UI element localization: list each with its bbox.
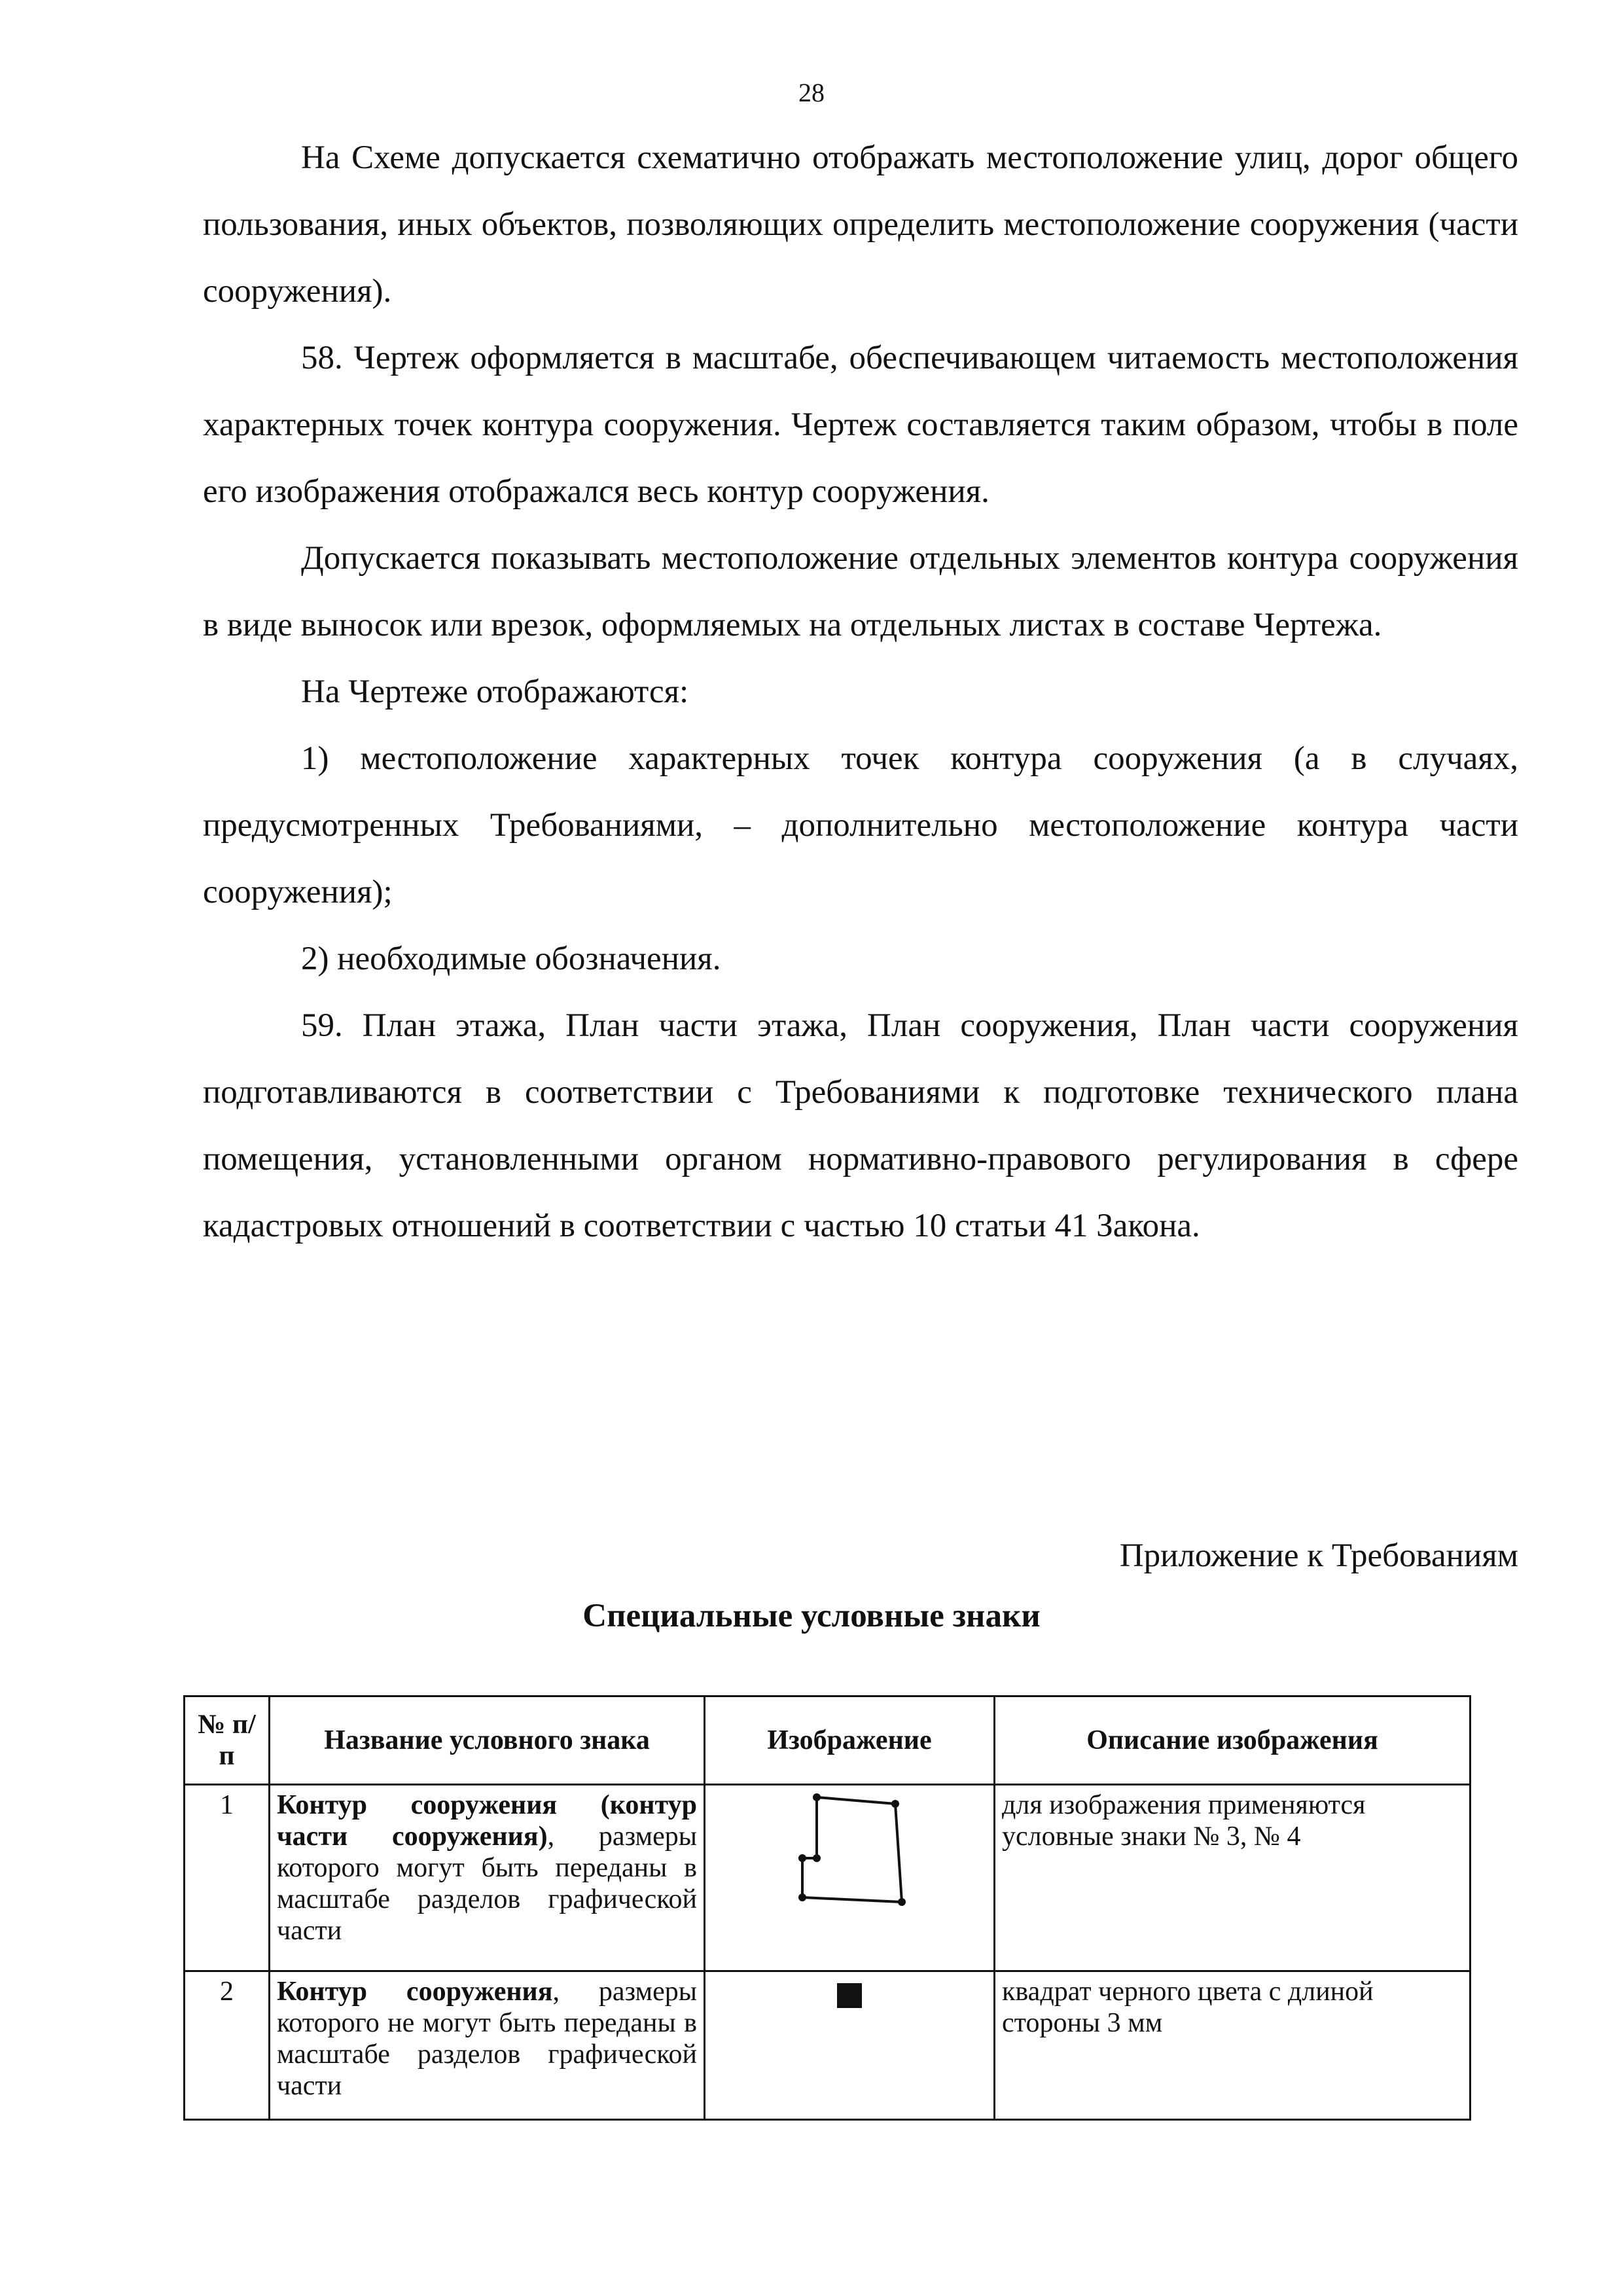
table-row: [185, 1785, 1471, 1971]
paragraph-1: На Схеме допускается схематично отображать местоположение улиц, дорог общего пользования, иных объектов, позволяющих определить местоположение сооружения (части сооружения).: [203, 139, 1518, 310]
black-square-icon: [830, 1976, 869, 2015]
appendix-label: Приложение к Требованиям: [1119, 1537, 1518, 1574]
row-description: для изображения применяются условные знаки № 3, № 4: [995, 1785, 1471, 1971]
header-description: Описание изображения: [995, 1696, 1471, 1785]
paragraph-2: 58. Чертеж оформляется в масштабе, обеспечивающем читаемость местоположения характерных точек контура сооружения. Чертеж составляется таким образом, чтобы в поле его изображения отображался весь контур сооружения.: [203, 340, 1518, 510]
row-image: [705, 1971, 995, 2120]
row-name-bold: Контур сооружения: [277, 1977, 553, 2007]
row-name-rest: , размеры которого не могут быть переданы в масштабе разделов графической части: [277, 1977, 697, 2101]
row-name: [270, 1971, 705, 2120]
paragraph-6: 2) необходимые обозначения.: [301, 941, 721, 977]
row-num: 1: [185, 1785, 270, 1971]
page-number: 28: [798, 78, 825, 107]
paragraph-7: 59. План этажа, План части этажа, План сооружения, План части сооружения подготавливаются в соответствии с Требованиями к подготовке технического плана помещения, установленными органом нормативно-правового регулирования в сфере кадастровых отношений в соответствии с частью 10 статьи 41 Закона.: [203, 1007, 1518, 1244]
symbols-table: [183, 1695, 1471, 2121]
table-header-row: [185, 1696, 1471, 1785]
table-row: [185, 1971, 1471, 2120]
polygon-contour-icon: [764, 1789, 935, 1920]
row-name-rest: , размеры которого могут быть переданы в масштабе разделов графической части: [277, 1821, 697, 1946]
header-image: Изображение: [705, 1696, 995, 1785]
paragraph-4: На Чертеже отображаются:: [301, 673, 689, 710]
header-name: Название условного знака: [270, 1696, 705, 1785]
paragraph-3: Допускается показывать местоположение отдельных элементов контура сооружения в виде выносок или врезок, оформляемых на отдельных листах в составе Чертежа.: [203, 540, 1518, 643]
row-num: 2: [185, 1971, 270, 2120]
row-description: квадрат черного цвета с длиной стороны 3 мм: [995, 1971, 1471, 2120]
table-title: Специальные условные знаки: [582, 1598, 1041, 1634]
body-text: [203, 124, 1518, 1259]
row-name: [270, 1785, 705, 1971]
row-name-bold: Контур сооружения (контур части сооружения): [277, 1790, 697, 1852]
paragraph-5: 1) местоположение характерных точек контура сооружения (а в случаях, предусмотренных Требованиями, – дополнительно местоположение контура части сооружения);: [203, 740, 1518, 910]
row-image: [705, 1785, 995, 1971]
header-num: № п/п: [185, 1696, 270, 1785]
